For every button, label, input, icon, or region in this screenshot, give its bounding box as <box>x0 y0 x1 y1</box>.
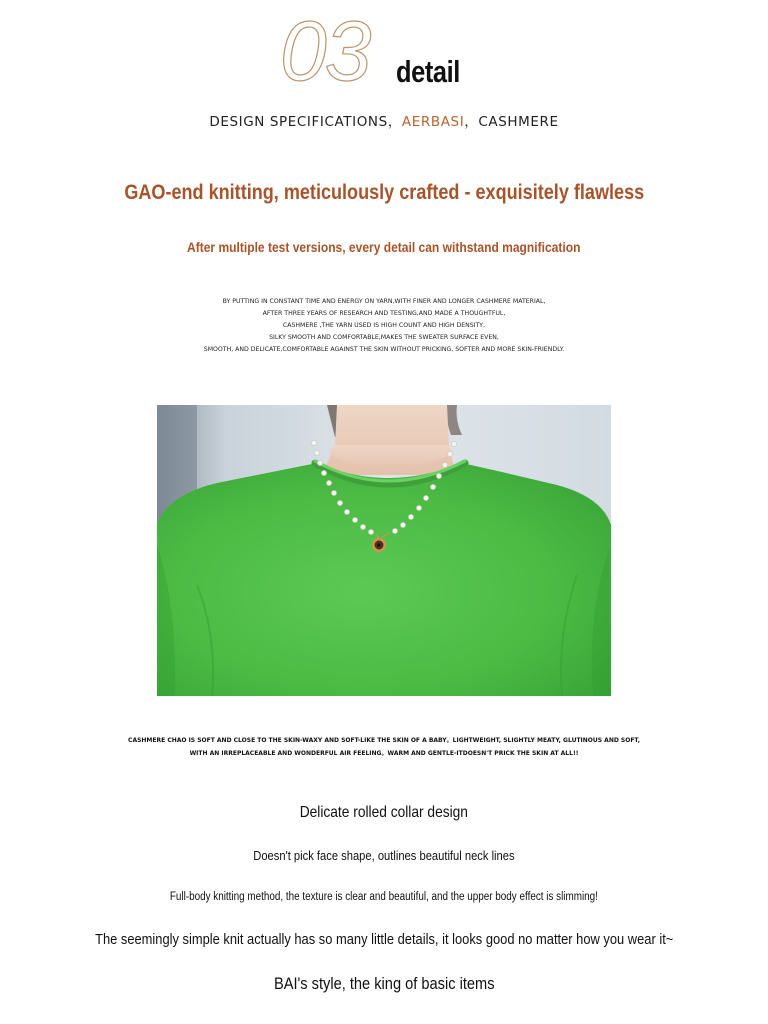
feature-knitting-method <box>0 889 768 905</box>
subheadline-text: After multiple test versions, every detail can withstand magnification <box>187 239 581 255</box>
description-line: CASHMERE ,THE YARN USED IS HIGH COUNT AND HIGH DENSITY, <box>282 322 486 329</box>
description-line: SMOOTH, AND DELICATE,COMFORTABLE AGAINST THE SKIN WITHOUT PRICKING, SOFTER AND MORE SKIN-FRIENDLY. <box>203 346 565 353</box>
description-line: SILKY SMOOTH AND COMFORTABLE,MAKES THE SWEATER SURFACE EVEN, <box>269 334 499 341</box>
feature-basic-item-text: BAI's style, the king of basic items <box>273 974 495 993</box>
photo-caption <box>0 734 768 760</box>
subline-part-3: ，CASHMERE <box>464 114 559 130</box>
subline-part-1: DESIGN SPECIFICATIONS， <box>209 114 402 130</box>
headline-text: GAO-end knitting, meticulously crafted - exquisitely flawless <box>124 181 644 204</box>
feature-neck-lines <box>0 847 768 865</box>
caption-line: CASHMERE CHAO IS SOFT AND CLOSE TO THE SKIN-WAXY AND SOFT-LIKE THE SKIN OF A BABY。LIGHTWEIGHT, SLIGHTLY MEATY, GLUTINOUS AND SOFT, <box>128 737 640 744</box>
headline <box>0 178 768 208</box>
description-paragraph <box>0 296 768 356</box>
caption-line: WITH AN IRREPLACEABLE AND WONDERFUL AIR FEELING。WARM AND GENTLE-ITDOESN'T PRICK THE SKIN AT ALL!! <box>189 750 579 757</box>
section-title: detail <box>396 54 460 89</box>
product-photo <box>157 405 611 696</box>
feature-rolled-collar <box>0 802 768 824</box>
description-line: AFTER THREE YEARS OF RESEARCH AND TESTING,AND MADE A THOUGHTFUL, <box>262 310 506 317</box>
feature-neck-lines-text: Doesn't pick face shape, outlines beautiful neck lines <box>253 848 515 863</box>
description-line: BY PUTTING IN CONSTANT TIME AND ENERGY ON YARN,WITH FINER AND LONGER CASHMERE MATERIAL, <box>222 298 546 305</box>
feature-rolled-collar-text: Delicate rolled collar design <box>299 804 469 821</box>
brand-name: AERBASI <box>401 114 465 130</box>
subheadline <box>0 237 768 257</box>
feature-details <box>0 930 768 950</box>
section-number: 03 <box>280 4 370 98</box>
feature-details-text: The seemingly simple knit actually has so many little details, it looks good no matter how you wear it~ <box>94 931 674 948</box>
design-specifications-line <box>0 113 768 131</box>
feature-basic-item <box>0 972 768 996</box>
feature-knitting-method-text: Full-body knitting method, the texture is clear and beautiful, and the upper body effect is slimming! <box>169 891 599 903</box>
